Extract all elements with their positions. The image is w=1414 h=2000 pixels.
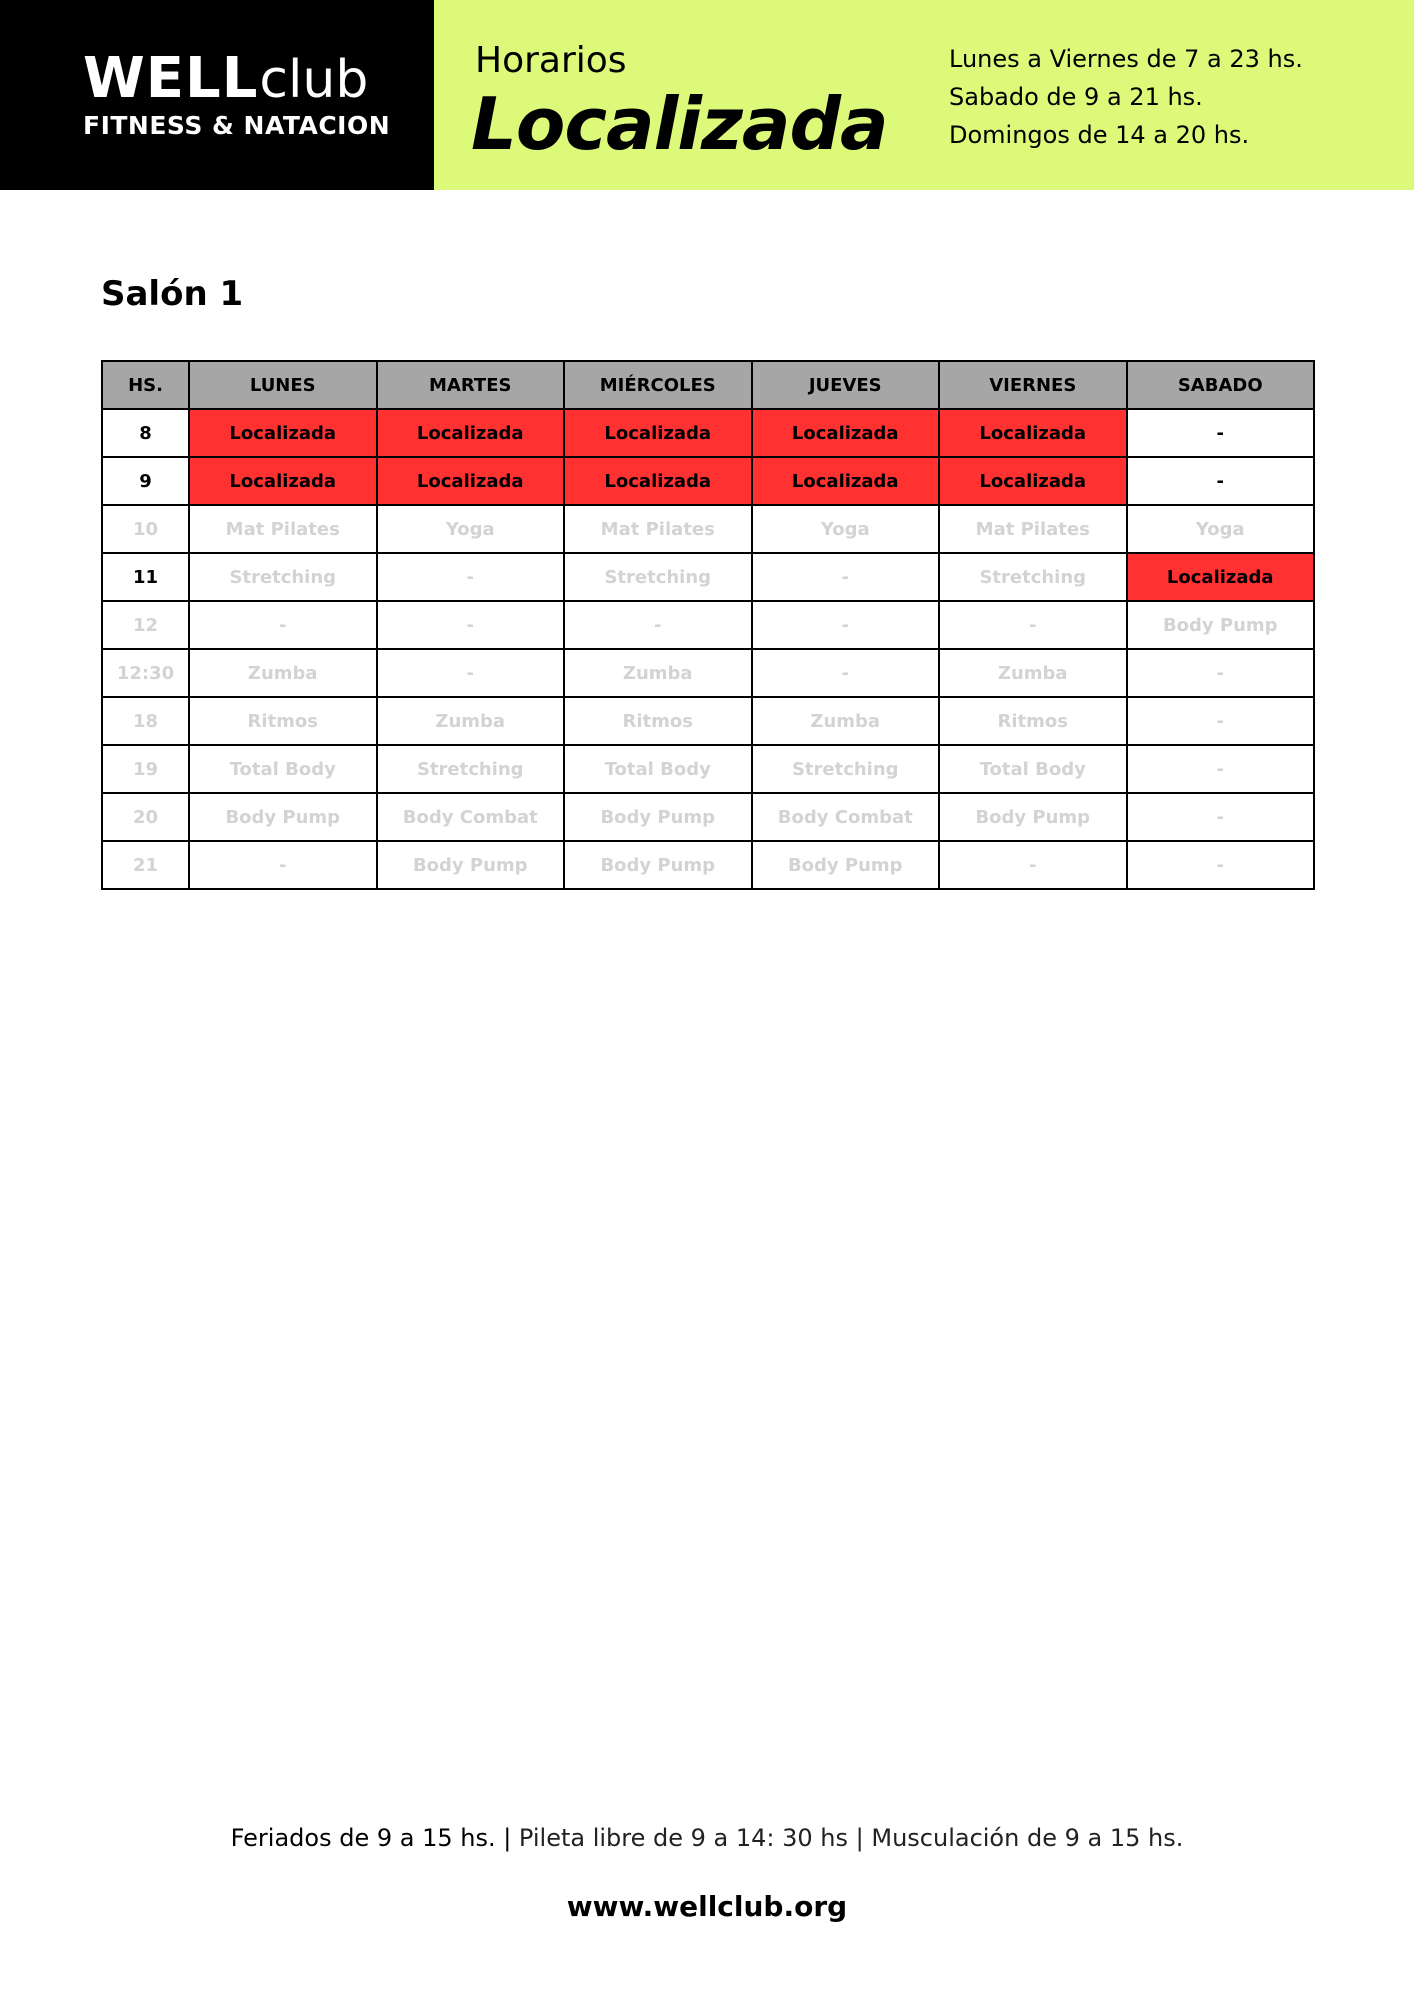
class-cell: - xyxy=(377,601,565,649)
hour-cell: 12 xyxy=(102,601,189,649)
class-cell: Stretching xyxy=(752,745,940,793)
column-header-sabado: SABADO xyxy=(1127,361,1315,409)
class-cell: Zumba xyxy=(377,697,565,745)
brand-logo xyxy=(0,0,434,190)
hours-saturday: Sabado de 9 a 21 hs. xyxy=(949,83,1203,111)
schedule-header-row xyxy=(102,361,1314,409)
table-row xyxy=(102,553,1314,601)
class-cell: Ritmos xyxy=(189,697,377,745)
class-cell: - xyxy=(377,553,565,601)
website-link[interactable]: www.wellclub.org xyxy=(566,1890,848,1923)
hours-sunday: Domingos de 14 a 20 hs. xyxy=(949,121,1250,149)
class-cell: Body Pump xyxy=(377,841,565,889)
class-cell: - xyxy=(1127,745,1315,793)
hours-weekdays: Lunes a Viernes de 7 a 23 hs. xyxy=(949,45,1303,73)
column-header-lunes: LUNES xyxy=(189,361,377,409)
hour-cell: 19 xyxy=(102,745,189,793)
class-cell: - xyxy=(752,649,940,697)
class-cell: Total Body xyxy=(564,745,752,793)
table-row xyxy=(102,649,1314,697)
column-header-jueves: JUEVES xyxy=(752,361,940,409)
hour-cell: 18 xyxy=(102,697,189,745)
class-cell: - xyxy=(939,601,1127,649)
opening-hours xyxy=(949,40,1303,154)
class-cell: - xyxy=(752,553,940,601)
class-cell: - xyxy=(189,601,377,649)
table-row xyxy=(102,841,1314,889)
class-cell: Yoga xyxy=(752,505,940,553)
page-title: Localizada xyxy=(471,82,888,166)
class-cell: Stretching xyxy=(377,745,565,793)
section-title: Salón 1 xyxy=(101,274,244,314)
schedule-table xyxy=(101,360,1315,890)
table-row xyxy=(102,409,1314,457)
header xyxy=(0,0,1414,190)
class-cell: - xyxy=(1127,793,1315,841)
class-cell: - xyxy=(1127,457,1315,505)
class-cell: - xyxy=(1127,697,1315,745)
logo-club: club xyxy=(259,49,369,110)
hour-cell: 12:30 xyxy=(102,649,189,697)
class-cell: Zumba xyxy=(564,649,752,697)
class-cell: - xyxy=(564,601,752,649)
class-cell: - xyxy=(189,841,377,889)
hour-cell: 9 xyxy=(102,457,189,505)
title-banner xyxy=(434,0,1414,190)
class-cell: Localizada xyxy=(939,409,1127,457)
banner-label: Horarios xyxy=(475,40,627,81)
table-row xyxy=(102,601,1314,649)
class-cell: - xyxy=(752,601,940,649)
table-row xyxy=(102,457,1314,505)
hour-cell: 21 xyxy=(102,841,189,889)
class-cell: Body Pump xyxy=(752,841,940,889)
class-cell: - xyxy=(1127,649,1315,697)
footer-extra-hours: Pileta libre de 9 a 14: 30 hs | Musculación de 9 a 15 hs. xyxy=(511,1824,1184,1852)
column-header-miercoles: MIÉRCOLES xyxy=(564,361,752,409)
column-header-martes: MARTES xyxy=(377,361,565,409)
hour-cell: 10 xyxy=(102,505,189,553)
class-cell: Stretching xyxy=(564,553,752,601)
table-row xyxy=(102,697,1314,745)
table-row xyxy=(102,745,1314,793)
class-cell: Body Combat xyxy=(752,793,940,841)
footer-holidays: Feriados de 9 a 15 hs. | xyxy=(230,1824,512,1852)
class-cell: Localizada xyxy=(377,457,565,505)
class-cell: Zumba xyxy=(752,697,940,745)
class-cell: - xyxy=(1127,409,1315,457)
hour-cell: 8 xyxy=(102,409,189,457)
class-cell: Yoga xyxy=(377,505,565,553)
hour-cell: 20 xyxy=(102,793,189,841)
column-header-hour: HS. xyxy=(102,361,189,409)
logo-subtitle: FITNESS & NATACION xyxy=(83,110,391,140)
class-cell: Zumba xyxy=(189,649,377,697)
class-cell: Total Body xyxy=(939,745,1127,793)
class-cell: Mat Pilates xyxy=(564,505,752,553)
class-cell: Total Body xyxy=(189,745,377,793)
class-cell: Body Pump xyxy=(564,793,752,841)
class-cell: Body Pump xyxy=(1127,601,1315,649)
class-cell: Ritmos xyxy=(564,697,752,745)
class-cell: Mat Pilates xyxy=(939,505,1127,553)
class-cell: - xyxy=(377,649,565,697)
class-cell: Ritmos xyxy=(939,697,1127,745)
table-row xyxy=(102,793,1314,841)
class-cell: Zumba xyxy=(939,649,1127,697)
class-cell: Mat Pilates xyxy=(189,505,377,553)
class-cell: - xyxy=(939,841,1127,889)
footer-note xyxy=(0,1824,1414,1852)
class-cell: Localizada xyxy=(189,457,377,505)
class-cell: Localizada xyxy=(377,409,565,457)
class-cell: Yoga xyxy=(1127,505,1315,553)
hour-cell: 11 xyxy=(102,553,189,601)
class-cell: Body Pump xyxy=(939,793,1127,841)
class-cell: Localizada xyxy=(752,409,940,457)
class-cell: Stretching xyxy=(939,553,1127,601)
class-cell: Body Pump xyxy=(189,793,377,841)
class-cell: Localizada xyxy=(564,457,752,505)
class-cell: Localizada xyxy=(189,409,377,457)
logo-wordmark xyxy=(83,45,434,111)
class-cell: Localizada xyxy=(564,409,752,457)
class-cell: Body Pump xyxy=(564,841,752,889)
class-cell: Localizada xyxy=(939,457,1127,505)
column-header-viernes: VIERNES xyxy=(939,361,1127,409)
logo-well: WELL xyxy=(83,45,259,111)
table-row xyxy=(102,505,1314,553)
class-cell: Stretching xyxy=(189,553,377,601)
class-cell: Body Combat xyxy=(377,793,565,841)
class-cell: - xyxy=(1127,841,1315,889)
class-cell: Localizada xyxy=(752,457,940,505)
class-cell: Localizada xyxy=(1127,553,1315,601)
